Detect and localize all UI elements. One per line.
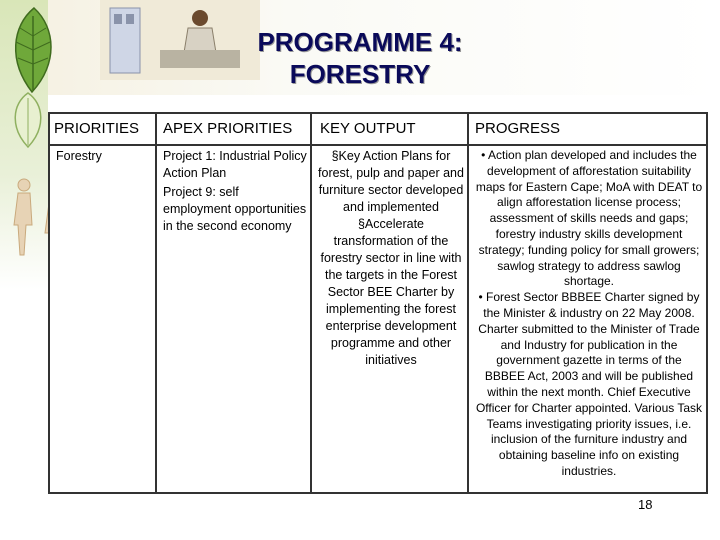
cell-priority: Forestry (56, 149, 102, 163)
apex-item: Project 9: self employment opportunities in the second economy (163, 185, 307, 233)
title-line-1: PROGRAMME 4: (257, 27, 463, 57)
progress-item: • Action plan developed and includes the development of afforestation suitability maps for Eastern Cape; MoA with DEAT to align afforestation license process; assessment of skills needs and gaps; forestry industry skills development strategy; funding policy for small growers; sawlog strategy to address sawlog shortage. (475, 148, 703, 289)
header-key-output: KEY OUTPUT (320, 120, 416, 137)
leaf-outline-icon (6, 90, 50, 150)
title-line-2: FORESTRY (289, 59, 431, 89)
progress-table (48, 112, 708, 494)
slide-title (200, 26, 520, 90)
column-divider (467, 114, 469, 492)
header-progress: PROGRESS (475, 120, 561, 137)
key-output-item: §Key Action Plans for forest, pulp and paper and furniture sector developed and implemented (318, 149, 464, 214)
cell-apex-priorities (163, 148, 308, 237)
leaf-icon (4, 6, 64, 96)
cell-key-output (317, 148, 465, 369)
column-divider (310, 114, 312, 492)
header-priorities: PRIORITIES (54, 120, 140, 137)
key-output-item: §Accelerate transformation of the forestry sector in line with the targets in the Forest Sector BEE Charter by implementing the forest enterprise development programme and other initiatives (320, 217, 462, 367)
column-divider (155, 114, 157, 492)
apex-item: Project 1: Industrial Policy Action Plan (163, 149, 307, 180)
cell-progress (475, 148, 703, 480)
header-apex-priorities: APEX PRIORITIES (163, 120, 293, 137)
page-number: 18 (638, 497, 653, 512)
table-header-row (50, 114, 706, 146)
progress-item: • Forest Sector BBBEE Charter signed by the Minister & industry on 22 May 2008. Charter submitted to the Minister of Trade and Industry for publication in the government gazette in terms of the BBBEE Act, 2003 and will be published within the next month. Chief Executive Officer for Charter appointed. Various Task Teams investigating priority issues, i.e. inclusion of the furniture industry and obtaining baseline info on existing industries. (475, 290, 703, 478)
